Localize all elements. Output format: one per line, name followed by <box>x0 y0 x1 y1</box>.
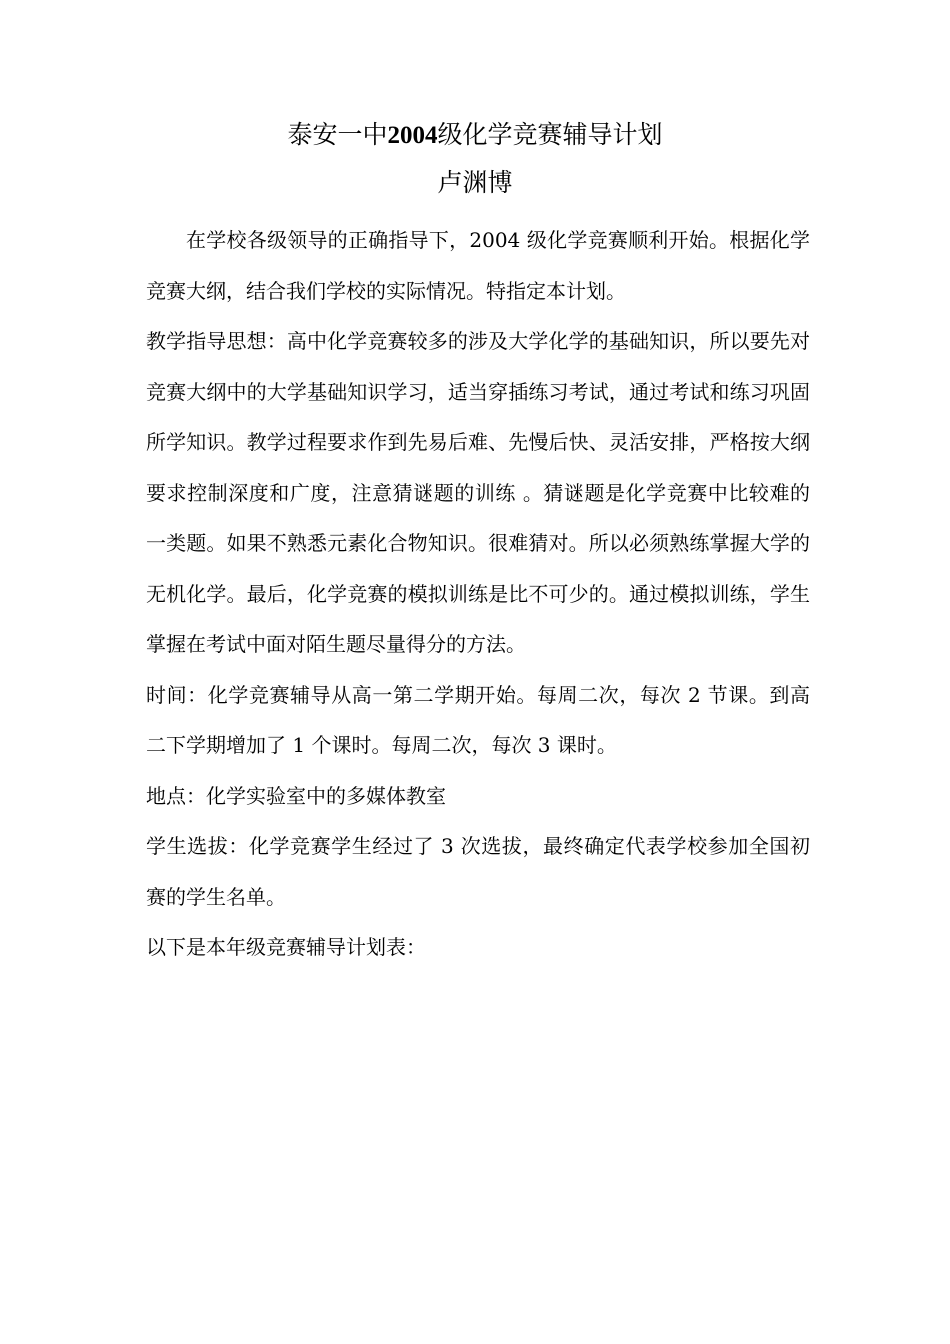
document-author: 卢渊博 <box>437 168 513 197</box>
intro-paragraph: 在学校各级领导的正确指导下，2004 级化学竞赛顺利开始。根据化学竞赛大纲，结合我们学校的实际情况。特指定本计划。 <box>146 228 810 303</box>
document-body <box>146 215 810 973</box>
title-prefix: 泰安一中 <box>287 120 388 149</box>
table-intro-paragraph: 以下是本年级竞赛辅导计划表： <box>146 935 426 959</box>
title-suffix: 级化学竞赛辅导计划 <box>437 120 663 149</box>
student-selection-paragraph: 学生选拔：化学竞赛学生经过了 3 次选拔，最终确定代表学校参加全国初赛的学生名单。 <box>146 834 810 909</box>
document-title <box>0 118 950 153</box>
title-year: 2004 <box>387 122 438 149</box>
time-paragraph: 时间：化学竞赛辅导从高一第二学期开始。每周二次，每次 2 节课。到高二下学期增加了 1 个课时。每周二次，每次 3 课时。 <box>146 682 810 757</box>
guiding-thought-paragraph: 教学指导思想：高中化学竞赛较多的涉及大学化学的基础知识，所以要先对竞赛大纲中的大学基础知识学习，适当穿插练习考试，通过考试和练习巩固所学知识。教学过程要求作到先易后难、先慢后快、灵活安排，严格按大纲要求控制深度和广度，注意猜谜题的训练 。猜谜题是化学竞赛中比较难的一类题。如果不熟悉元素化合物知识。很难猜对。所以必须熟练掌握大学的无机化学。最后，化学竞赛的模拟训练是比不可少的。通过模拟训练，学生掌握在考试中面对陌生题尽量得分的方法。 <box>146 329 810 656</box>
location-paragraph: 地点：化学实验室中的多媒体教室 <box>146 783 446 808</box>
